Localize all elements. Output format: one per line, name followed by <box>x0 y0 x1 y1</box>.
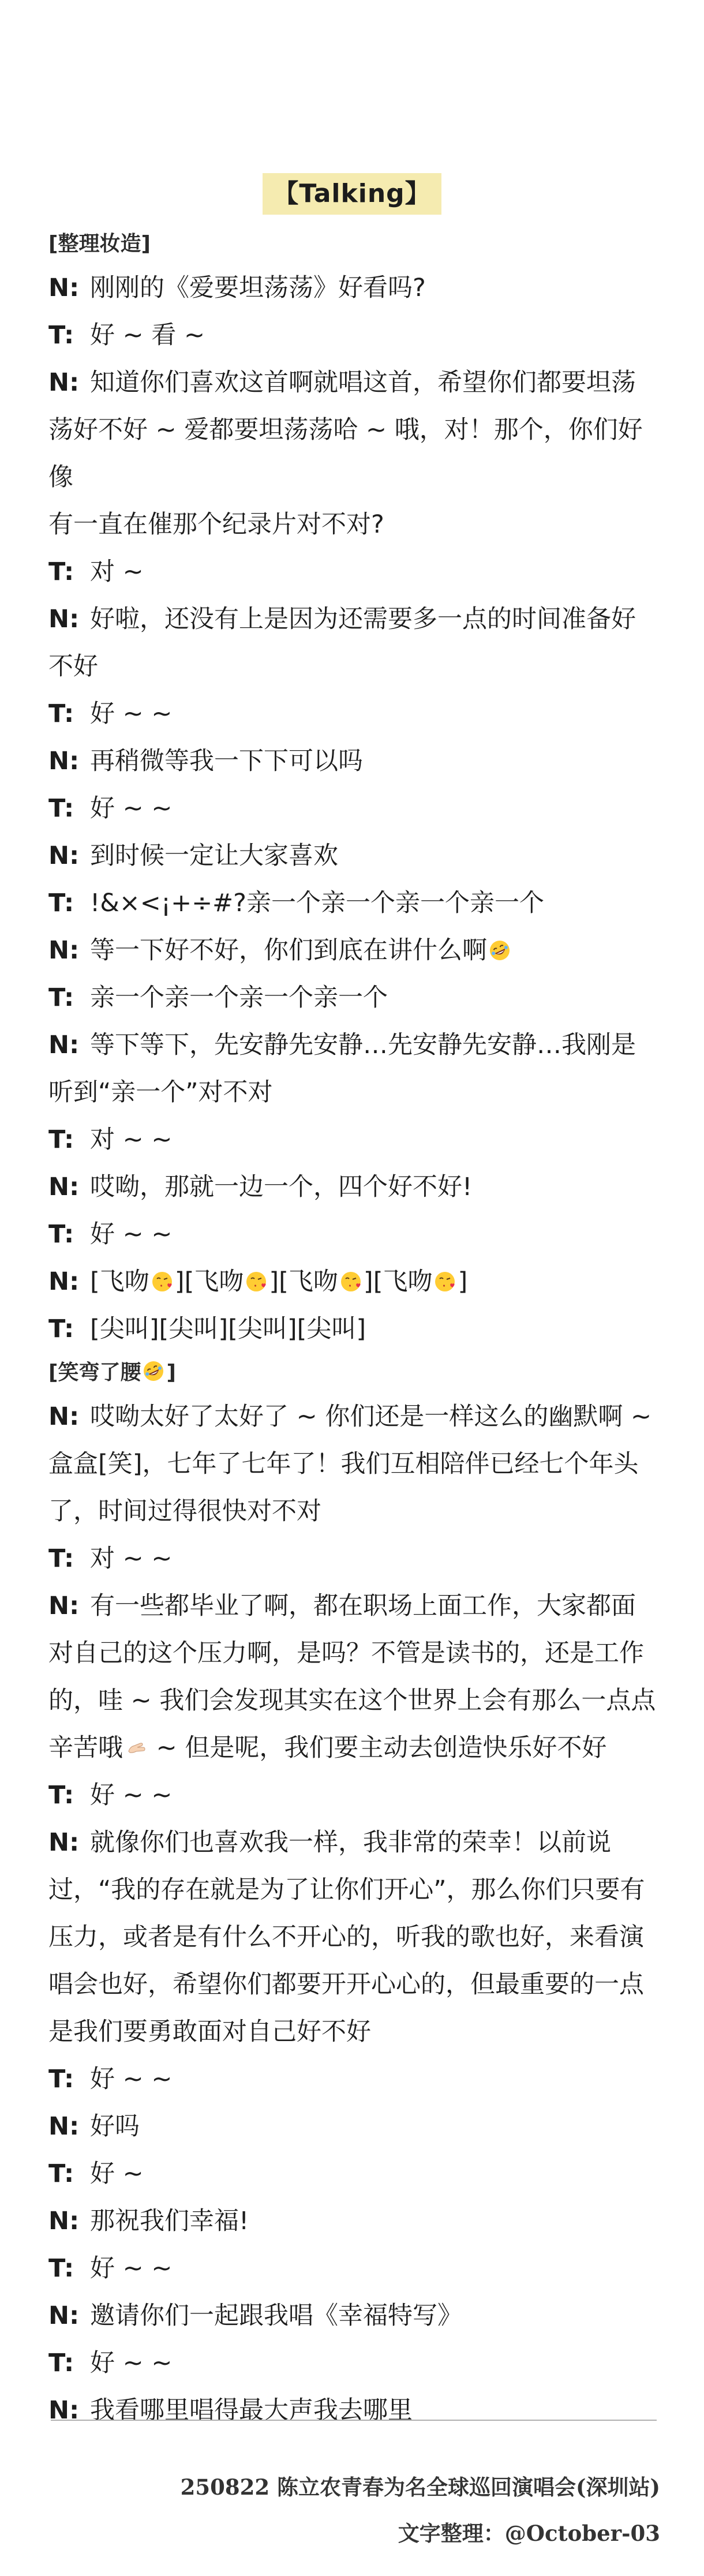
footer-credit: 文字整理：@October-03 <box>398 2521 660 2546</box>
bracket-open: [ <box>184 1267 194 1296</box>
dialog-text-end: ~ 但是呢，我们要主动去创造快乐好不好 <box>148 1733 607 1762</box>
page-title: 【Talking】 <box>263 173 441 215</box>
dialog-line <box>48 1211 667 1258</box>
dialog-continuation <box>48 1866 667 1914</box>
speaker-label: T: <box>48 2159 74 2188</box>
speaker-label: T: <box>48 699 74 728</box>
dialog-text: 好吗 <box>90 2112 140 2141</box>
dialog-continuation <box>48 1961 667 2008</box>
dialog-text: 压力，或者是有什么不开心的，听我的歌也好，来看演 <box>48 1923 644 1952</box>
kiss-text: 飞吻 <box>288 1267 338 1296</box>
dialog-line <box>48 832 667 879</box>
dialog-text: 好 ~ ~ <box>90 794 173 823</box>
speaker-label: N: <box>48 2301 80 2330</box>
dialog-text: 哎呦太好了太好了 ~ 你们还是一样这么的幽默啊 ~ <box>90 1402 652 1431</box>
dialog-text: 过，“我的存在就是为了让你们开心”，那么你们只要有 <box>48 1875 645 1904</box>
dialog-text: 好 ~ ~ <box>90 2349 173 2377</box>
section-text-end: ] <box>166 1361 176 1384</box>
dialog-text: 那祝我们幸福! <box>90 2207 249 2236</box>
speaker-label: N: <box>48 747 80 776</box>
dialog-line <box>48 312 667 359</box>
speaker-label: T: <box>48 557 74 586</box>
dialog-text: 好 ~ ~ <box>90 2254 173 2283</box>
speaker-label: T: <box>48 2254 74 2283</box>
dialog-text: 了，时间过得很快对不对 <box>48 1497 321 1526</box>
speaker-label: N: <box>48 1828 80 1857</box>
dialog-text: 好 ~ ~ <box>90 2065 173 2094</box>
dialog-text: 到时候一定让大家喜欢 <box>90 841 338 870</box>
dialog-text: 有一些都毕业了啊，都在职场上面工作，大家都面 <box>90 1592 636 1620</box>
bracket-close: ] <box>458 1267 468 1296</box>
footer-event: 250822 陈立农青春为名全球巡回演唱会(深圳站) <box>180 2474 660 2500</box>
bracket-close: ] <box>363 1267 373 1296</box>
dialog-line <box>48 2055 667 2103</box>
section-heading <box>48 224 667 264</box>
kiss-text: 飞吻 <box>194 1267 244 1296</box>
dialog-continuation <box>48 1440 667 1488</box>
speaker-label: N: <box>48 1173 80 1201</box>
speaker-label: N: <box>48 274 80 302</box>
bracket-open: [ <box>279 1267 289 1296</box>
kiss-emoji-icon <box>433 1270 456 1293</box>
dialog-text: 再稍微等我一下下可以吗 <box>90 747 363 776</box>
dialog-continuation <box>48 2008 667 2055</box>
kiss-text: 飞吻 <box>383 1267 433 1296</box>
dialog-line <box>48 785 667 832</box>
dialog-text: 刚刚的《爱要坦荡荡》好看吗? <box>90 274 426 302</box>
section-text: [笑弯了腰 <box>48 1361 141 1384</box>
dialog-text: 对 ~ ~ <box>90 1544 173 1573</box>
bracket-close: ] <box>269 1267 279 1296</box>
dialog-text: 听到“亲一个”对不对 <box>48 1078 273 1107</box>
dialog-line <box>48 2150 667 2197</box>
dialog-line <box>48 1772 667 1819</box>
dialog-line <box>48 1116 667 1163</box>
dialog-text: 对 ~ <box>90 557 144 586</box>
speaker-label: N: <box>48 1267 80 1296</box>
dialog-continuation <box>48 643 667 690</box>
dialog-line <box>48 690 667 737</box>
kiss-emoji-icon <box>151 1270 174 1293</box>
speaker-label: N: <box>48 1402 80 1431</box>
dialog-line <box>48 2292 667 2339</box>
dialog-continuation <box>48 1677 667 1724</box>
speaker-label: N: <box>48 368 80 397</box>
dialog-line <box>48 359 667 406</box>
dialog-text: 好 ~ ~ <box>90 699 173 728</box>
dialog-text: 哎呦，那就一边一个，四个好不好! <box>90 1173 473 1201</box>
section-text: [整理妆造] <box>48 232 151 256</box>
dialog-line <box>48 1535 667 1582</box>
dialog-continuation <box>48 1488 667 1535</box>
speaker-label: T: <box>48 983 74 1012</box>
pinch-hand-icon <box>124 1736 147 1759</box>
speaker-label: T: <box>48 1544 74 1573</box>
speaker-label: T: <box>48 889 74 918</box>
dialog-text: 好 ~ 看 ~ <box>90 321 205 350</box>
dialog-text: 有一直在催那个纪录片对不对? <box>48 510 384 539</box>
dialog-continuation <box>48 1724 667 1772</box>
section-heading <box>48 1353 667 1393</box>
dialog-text: 唱会也好，希望你们都要开开心心的，但最重要的一点 <box>48 1970 644 1999</box>
dialog-text: 是我们要勇敢面对自己好不好 <box>48 2017 371 2046</box>
speaker-label: N: <box>48 1592 80 1620</box>
dialog-line <box>48 879 667 927</box>
dialog-line <box>48 1582 667 1630</box>
speaker-label: N: <box>48 2112 80 2141</box>
speaker-label: N: <box>48 2207 80 2236</box>
dialog-line <box>48 737 667 785</box>
speaker-label: T: <box>48 1315 74 1343</box>
speaker-label: N: <box>48 1031 80 1059</box>
dialog-line <box>48 264 667 312</box>
dialog-text: 等一下好不好，你们到底在讲什么啊 <box>90 936 487 965</box>
dialog-line <box>48 1163 667 1211</box>
divider <box>51 2420 657 2421</box>
rofl-emoji-icon <box>488 939 511 962</box>
speaker-label: T: <box>48 1125 74 1154</box>
dialog-line <box>48 2387 667 2434</box>
speaker-label: N: <box>48 936 80 965</box>
dialog-line <box>48 1393 667 1440</box>
speaker-label: N: <box>48 605 80 634</box>
dialog-text: 好 ~ <box>90 2159 144 2188</box>
dialog-line <box>48 548 667 596</box>
dialog-text: 盒盒[笑]，七年了七年了！我们互相陪伴已经七个年头 <box>48 1450 639 1478</box>
dialog-continuation <box>48 501 667 548</box>
dialog-text: 知道你们喜欢这首啊就唱这首，希望你们都要坦荡 <box>90 368 636 397</box>
kiss-text: 飞吻 <box>99 1267 149 1296</box>
dialog-continuation <box>48 1630 667 1677</box>
rofl-emoji-icon <box>142 1360 165 1383</box>
dialog-line <box>48 1258 667 1305</box>
dialog-text: 辛苦哦 <box>48 1733 123 1762</box>
dialog-text: 好啦，还没有上是因为还需要多一点的时间准备好 <box>90 605 636 634</box>
dialog-line <box>48 2339 667 2387</box>
dialog-text: 等下等下，先安静先安静…先安静先安静…我刚是 <box>90 1031 636 1059</box>
dialog-text: 邀请你们一起跟我唱《幸福特写》 <box>90 2301 462 2330</box>
dialog-line <box>48 927 667 974</box>
kiss-emoji-icon <box>245 1270 268 1293</box>
dialog-text: !&×<¡+÷#?亲一个亲一个亲一个亲一个 <box>90 889 544 918</box>
dialog-continuation <box>48 1914 667 1961</box>
dialog-line <box>48 1305 667 1353</box>
speaker-label: T: <box>48 1781 74 1810</box>
bracket-open: [ <box>90 1267 100 1296</box>
dialog-line <box>48 596 667 643</box>
dialog-text: [尖叫][尖叫][尖叫][尖叫] <box>90 1315 366 1343</box>
kiss-emoji-icon <box>339 1270 362 1293</box>
dialog-continuation <box>48 406 667 501</box>
speaker-label: N: <box>48 841 80 870</box>
dialog-line <box>48 974 667 1021</box>
dialog-text: 荡好不好 ~ 爱都要坦荡荡哈 ~ 哦，对！那个，你们好像 <box>48 415 643 492</box>
speaker-label: T: <box>48 1220 74 1249</box>
dialog-text: 的，哇 ~ 我们会发现其实在这个世界上会有那么一点点 <box>48 1686 656 1715</box>
dialog-line <box>48 1021 667 1069</box>
dialog-continuation <box>48 1069 667 1116</box>
dialog-text: 对自己的这个压力啊，是吗？不管是读书的，还是工作 <box>48 1639 644 1668</box>
transcript-body <box>48 224 667 2434</box>
dialog-line <box>48 2245 667 2292</box>
speaker-label: N: <box>48 2396 80 2425</box>
speaker-label: T: <box>48 2349 74 2377</box>
dialog-text: 我看哪里唱得最大声我去哪里 <box>90 2396 413 2425</box>
speaker-label: T: <box>48 2065 74 2094</box>
title-wrap <box>0 173 704 215</box>
bracket-close: ] <box>174 1267 185 1296</box>
dialog-text: 好 ~ ~ <box>90 1220 173 1249</box>
dialog-text: 好 ~ ~ <box>90 1781 173 1810</box>
bracket-open: [ <box>373 1267 383 1296</box>
speaker-label: T: <box>48 794 74 823</box>
dialog-line <box>48 2103 667 2150</box>
speaker-label: T: <box>48 321 74 350</box>
dialog-line <box>48 1819 667 1866</box>
dialog-text: 对 ~ ~ <box>90 1125 173 1154</box>
dialog-text: 就像你们也喜欢我一样，我非常的荣幸！以前说 <box>90 1828 611 1857</box>
dialog-text: 不好 <box>48 652 98 681</box>
dialog-line <box>48 2197 667 2245</box>
dialog-text: 亲一个亲一个亲一个亲一个 <box>90 983 388 1012</box>
